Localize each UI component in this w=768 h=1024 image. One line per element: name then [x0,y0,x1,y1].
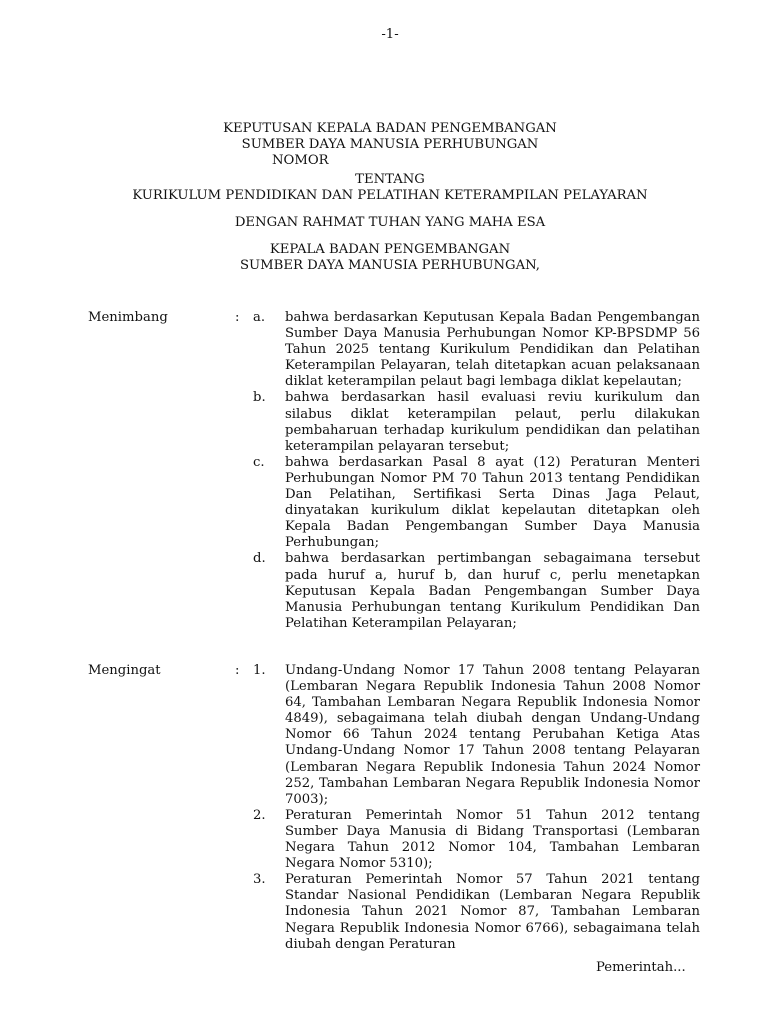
mengingat-label: Mengingat [88,663,161,678]
header-line-2: SUMBER DAYA MANUSIA PERHUBUNGAN [241,137,539,152]
menimbang-item-d [253,551,700,631]
menimbang-label: Menimbang [88,310,168,325]
header-tentang: TENTANG [355,172,425,187]
mengingat-item-2 [253,808,700,872]
item-text: bahwa berdasarkan hasil evaluasi reviu kurikulum dan silabus diklat keterampilan pelaut, perlu dilakukan pembaharuan terhadap kurikulum pendidikan dan pelatihan keterampilan pelayaran tersebut; [285,390,700,454]
document-title: KURIKULUM PENDIDIKAN DAN PELATIHAN KETERAMPILAN PELAYARAN [132,188,648,203]
item-marker: c. [253,454,265,470]
continuation-note: Pemerintah... [596,960,686,975]
mengingat-item-3 [253,872,700,952]
menimbang-item-a [253,310,700,390]
item-text: bahwa berdasarkan pertimbangan sebagaimana tersebut pada huruf a, huruf b, dan huruf c, perlu menetapkan Keputusan Kepala Badan Pengembangan Sumber Daya Manusia Perhubungan tentang Kurikulum Pendidikan Dan Pelatihan Keterampilan Pelayaran; [285,551,700,631]
item-text: Peraturan Pemerintah Nomor 57 Tahun 2021 tentang Standar Nasional Pendidikan (Lembaran Negara Republik Indonesia Tahun 2021 Nomor 87, Tambahan Lembaran Negara Republik Indonesia Nomor 6766), sebagaimana telah diubah dengan Peraturan [285,872,700,952]
header-kepala-1: KEPALA BADAN PENGEMBANGAN [269,242,511,257]
item-marker: b. [253,390,266,406]
page-number: -1- [381,27,399,42]
header-rahmat: DENGAN RAHMAT TUHAN YANG MAHA ESA [234,215,546,230]
item-text: Undang-Undang Nomor 17 Tahun 2008 tentang Pelayaran (Lembaran Negara Republik Indonesia Tahun 2008 Nomor 64, Tambahan Lembaran Negara Republik Indonesia Nomor 4849), sebagaimana telah diubah dengan Undang-Undang Nomor 66 Tahun 2024 tentang Perubahan Ketiga Atas Undang-Undang Nomor 17 Tahun 2008 tentang Pelayaran (Lembaran Negara Republik Indonesia Tahun 2024 Nomor 252, Tambahan Lembaran Negara Republik Indonesia Nomor 7003); [285,663,700,807]
mengingat-section [88,663,700,953]
menimbang-item-c [253,455,700,552]
header-nomor: NOMOR [272,153,329,168]
menimbang-item-b [253,390,700,454]
mengingat-colon: : [235,663,240,678]
document-header [0,121,768,274]
item-marker: 1. [253,663,266,678]
item-text: Peraturan Pemerintah Nomor 51 Tahun 2012 tentang Sumber Daya Manusia di Bidang Transportasi (Lembaran Negara Tahun 2012 Nomor 104, Tambahan Lembaran Negara Nomor 5310); [285,807,700,872]
menimbang-section [88,310,700,632]
item-marker: a. [253,310,266,325]
header-line-1: KEPUTUSAN KEPALA BADAN PENGEMBANGAN [223,121,557,136]
item-marker: 2. [253,807,266,823]
mengingat-item-1 [253,663,700,808]
item-text: bahwa berdasarkan Keputusan Kepala Badan Pengembangan Sumber Daya Manusia Perhubungan Nomor KP-BPSDMP 56 Tahun 2025 tentang Kurikulum Pendidikan dan Pelatihan Keterampilan Pelayaran, telah ditetapkan acuan pelaksanaan diklat keterampilan pelaut bagi lembaga diklat kepelautan; [285,310,700,390]
item-marker: d. [253,551,266,567]
menimbang-colon: : [235,310,240,325]
item-text: bahwa berdasarkan Pasal 8 ayat (12) Peraturan Menteri Perhubungan Nomor PM 70 Tahun 2013 tentang Pendidikan Dan Pelatihan, Sertifikasi Serta Dinas Jaga Pelaut, dinyatakan kurikulum diklat kepelautan ditetapkan oleh Kepala Badan Pengembangan Sumber Daya Manusia Perhubungan; [285,454,700,551]
header-kepala-2: SUMBER DAYA MANUSIA PERHUBUNGAN, [239,258,541,273]
item-marker: 3. [253,872,266,888]
